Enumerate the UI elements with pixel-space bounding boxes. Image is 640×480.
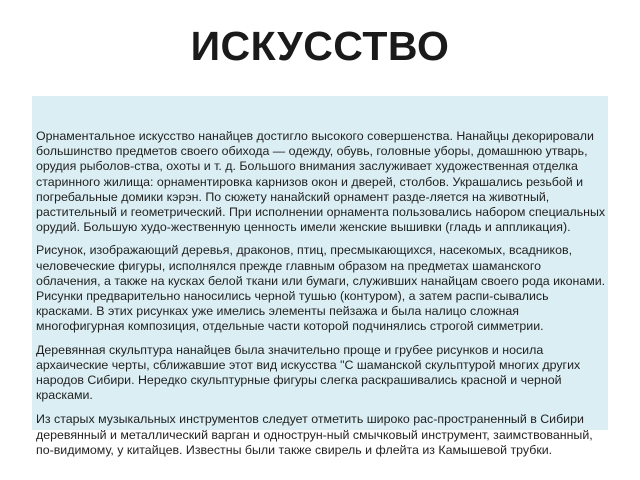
slide-title: ИСКУССТВО [190, 23, 450, 69]
content-body [36, 129, 608, 466]
paragraph-sculpture: Деревянная скульптура нанайцев была значительно проще и грубее рисунков и носила архаические черты, сближавшие этот вид искусства "С шаманской скульптурой многих других народов Сибири. Нередко скульптурные фигуры слегка раскрашивались красной и черной красками. [36, 342, 581, 403]
paragraph-music: Из старых музыкальных инструментов следует отметить широко рас-пространенный в Сибири деревянный и металлический варган и однострун-ный смычковый инструмент, заимствованный, по-видимому, у китайцев. Известны были также свирель и флейта из Камышевой трубки. [36, 412, 593, 457]
paragraph-ornament: Орнаментальное искусство нанайцев достигло высокого совершенства. Нанайцы декорировали большинство предметов своего обихода — одежду, обувь, головные уборы, домашнюю утварь, орудия рыболов-ства, охоты и т. д. Большого внимания заслуживает художественная отделка старинного жилища: орнаментировка карнизов окон и дверей, столбов. Украшались резьбой и погребальные домики кэрэн. По сюжету нанайский орнамент разде-ляется на животный, растительный и геометрический. При исполнении орнамента пользовались набором специальных орудий. Большую худо-жественную ценность имели женские вышивки (гладь и аппликация). [36, 129, 606, 235]
paragraph-drawing: Рисунок, изображающий деревья, драконов, птиц, пресмыкающихся, насекомых, всадников, человеческие фигуры, исполнялся прежде главным образом на предметах шаманского облачения, а также на кусках белой ткани или бумаги, служивших нанайцам своего рода иконами. Рисунки предварительно наносились черной тушью (контуром), а затем распи-сывались красками. В этих рисунках уже имелись элементы пейзажа и была налицо сложная многофигурная композиция, отдельные части которой подчинялись строгой симметрии. [36, 243, 606, 334]
